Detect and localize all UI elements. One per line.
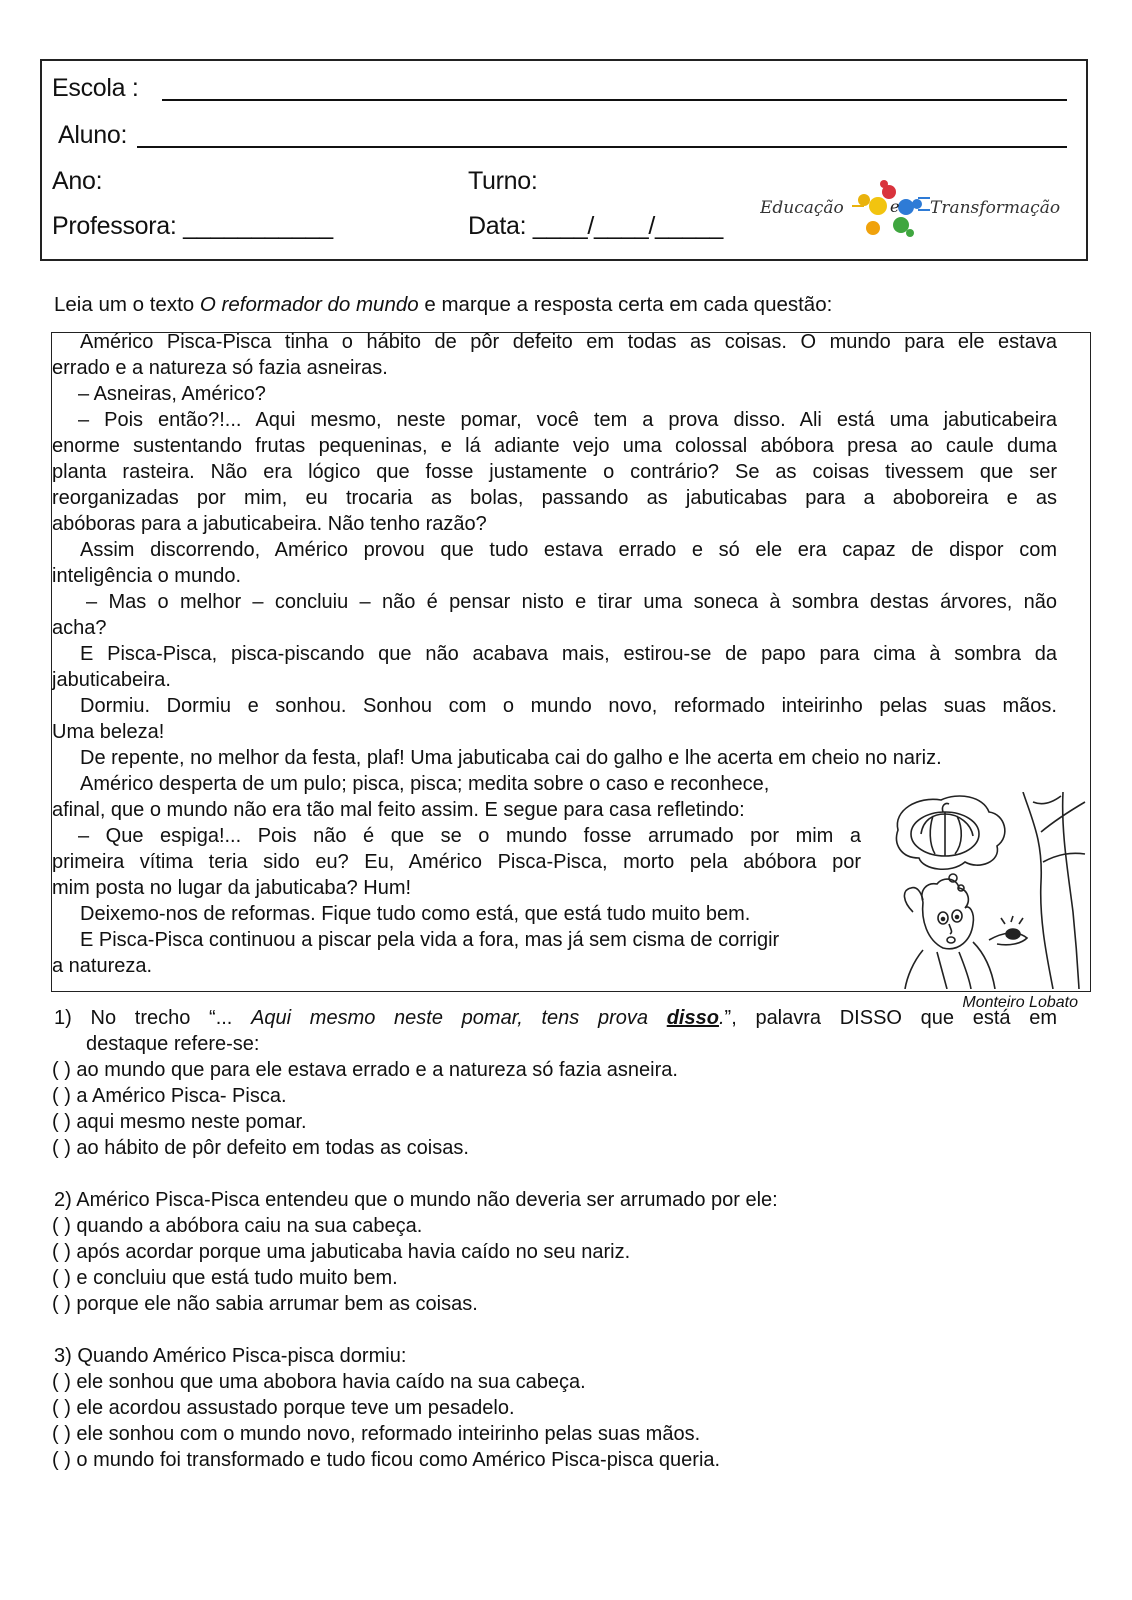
professora-label: Professora: ___________ xyxy=(52,212,333,240)
q1-option[interactable]: ( ) aqui mesmo neste pomar. xyxy=(52,1111,307,1133)
q2-prompt: 2) Américo Pisca-Pisca entendeu que o mundo não deveria ser arrumado por ele: xyxy=(54,1189,778,1211)
story-line: errado e a natureza só fazia asneiras. xyxy=(52,357,388,379)
turno-label: Turno: xyxy=(468,167,538,195)
intro-instruction: Leia um o texto O reformador do mundo e marque a resposta certa em cada questão: xyxy=(54,293,833,316)
story-line: primeira vítima teria sido eu? Eu, Américo Pisca-Pisca, morto pela abóbora por xyxy=(52,851,861,873)
story-line: Deixemo-nos de reformas. Fique tudo como está, que está tudo muito bem. xyxy=(80,903,751,925)
q1-option[interactable]: ( ) a Américo Pisca- Pisca. xyxy=(52,1085,287,1107)
story-line: Américo desperta de um pulo; pisca, pisca; medita sobre o caso e reconhece, xyxy=(80,773,770,795)
ano-label: Ano: xyxy=(52,167,103,195)
story-line: – Pois então?!... Aqui mesmo, neste pomar, você tem a prova disso. Ali está uma jabuticabeira xyxy=(78,409,1057,431)
logo-right-word: Transformação xyxy=(930,198,1061,218)
q1-prompt-continued: destaque refere-se: xyxy=(86,1033,260,1055)
story-line: – Asneiras, Américo? xyxy=(78,383,266,405)
story-line: mim posta no lugar da jabuticaba? Hum! xyxy=(52,877,412,899)
q3-option[interactable]: ( ) ele sonhou que uma abobora havia caído na sua cabeça. xyxy=(52,1371,586,1393)
data-label: Data: ____/____/_____ xyxy=(468,212,724,240)
aluno-line[interactable] xyxy=(137,146,1067,148)
story-line: a natureza. xyxy=(52,955,153,977)
q3-option[interactable]: ( ) ele acordou assustado porque teve um pesadelo. xyxy=(52,1397,515,1419)
boy-dreaming-illustration xyxy=(893,792,1088,989)
aluno-label: Aluno: xyxy=(58,121,128,149)
q2-option[interactable]: ( ) quando a abóbora caiu na sua cabeça. xyxy=(52,1215,423,1237)
q2-option[interactable]: ( ) e concluiu que está tudo muito bem. xyxy=(52,1267,398,1289)
q3-option[interactable]: ( ) o mundo foi transformado e tudo ficou como Américo Pisca-pisca queria. xyxy=(52,1449,721,1471)
story-line: acha? xyxy=(52,617,107,639)
story-line: Uma beleza! xyxy=(52,721,165,743)
logo-left-word: Educação xyxy=(760,198,844,218)
escola-label: Escola : xyxy=(52,74,139,102)
story-line: jabuticabeira. xyxy=(52,669,171,691)
story-line: E Pisca-Pisca continuou a piscar pela vida a fora, mas já sem cisma de corrigir xyxy=(80,929,780,951)
story-line: – Mas o melhor – concluiu – não é pensar nisto e tirar uma soneca à sombra destas árvores, não xyxy=(86,591,1057,613)
q3-option[interactable]: ( ) ele sonhou com o mundo novo, reformado inteirinho pelas suas mãos. xyxy=(52,1423,701,1445)
q2-option[interactable]: ( ) porque ele não sabia arrumar bem as coisas. xyxy=(52,1293,478,1315)
educacao-transformacao-logo xyxy=(760,178,1070,244)
q1-prompt: 1) No trecho “... Aqui mesmo neste pomar, tens prova disso.”, palavra DISSO que está em xyxy=(54,1007,1057,1029)
author-credit: Monteiro Lobato xyxy=(962,994,1078,1011)
logo-middle-letter: e xyxy=(890,197,900,216)
story-line: enorme sustentando frutas pequeninas, e lá adiante vejo uma colossal abóbora presa ao caule duma xyxy=(52,435,1057,457)
story-line: abóboras para a jabuticabeira. Não tenho razão? xyxy=(52,513,487,535)
story-line: E Pisca-Pisca, pisca-piscando que não acabava mais, estirou-se de papo para cima à sombra da xyxy=(80,643,1057,665)
q3-prompt: 3) Quando Américo Pisca-pisca dormiu: xyxy=(54,1345,407,1367)
story-line: planta rasteira. Não era lógico que fosse justamente o contrário? Se as coisas tivessem que ser xyxy=(52,461,1057,483)
escola-line[interactable] xyxy=(162,99,1067,101)
story-line: inteligência o mundo. xyxy=(52,565,242,587)
q1-option[interactable]: ( ) ao hábito de pôr defeito em todas as coisas. xyxy=(52,1137,469,1159)
story-line: Américo Pisca-Pisca tinha o hábito de pôr defeito em todas as coisas. O mundo para ele estava xyxy=(80,331,1057,353)
story-line: Assim discorrendo, Américo provou que tudo estava errado e só ele era capaz de dispor com xyxy=(80,539,1057,561)
story-line: afinal, que o mundo não era tão mal feito assim. E segue para casa refletindo: xyxy=(52,799,745,821)
story-line: reorganizadas por mim, eu trocaria as bolas, passando as jabuticabas para a aboboreira e as xyxy=(52,487,1057,509)
q1-option[interactable]: ( ) ao mundo que para ele estava errado e a natureza só fazia asneira. xyxy=(52,1059,678,1081)
story-line: Dormiu. Dormiu e sonhou. Sonhou com o mundo novo, reformado inteirinho pelas suas mãos. xyxy=(80,695,1057,717)
story-line: – Que espiga!... Pois não é que se o mundo fosse arrumado por mim a xyxy=(78,825,861,847)
q2-option[interactable]: ( ) após acordar porque uma jabuticaba havia caído no seu nariz. xyxy=(52,1241,631,1263)
story-line: De repente, no melhor da festa, plaf! Uma jabuticaba cai do galho e lhe acerta em cheio no nariz. xyxy=(80,747,942,769)
